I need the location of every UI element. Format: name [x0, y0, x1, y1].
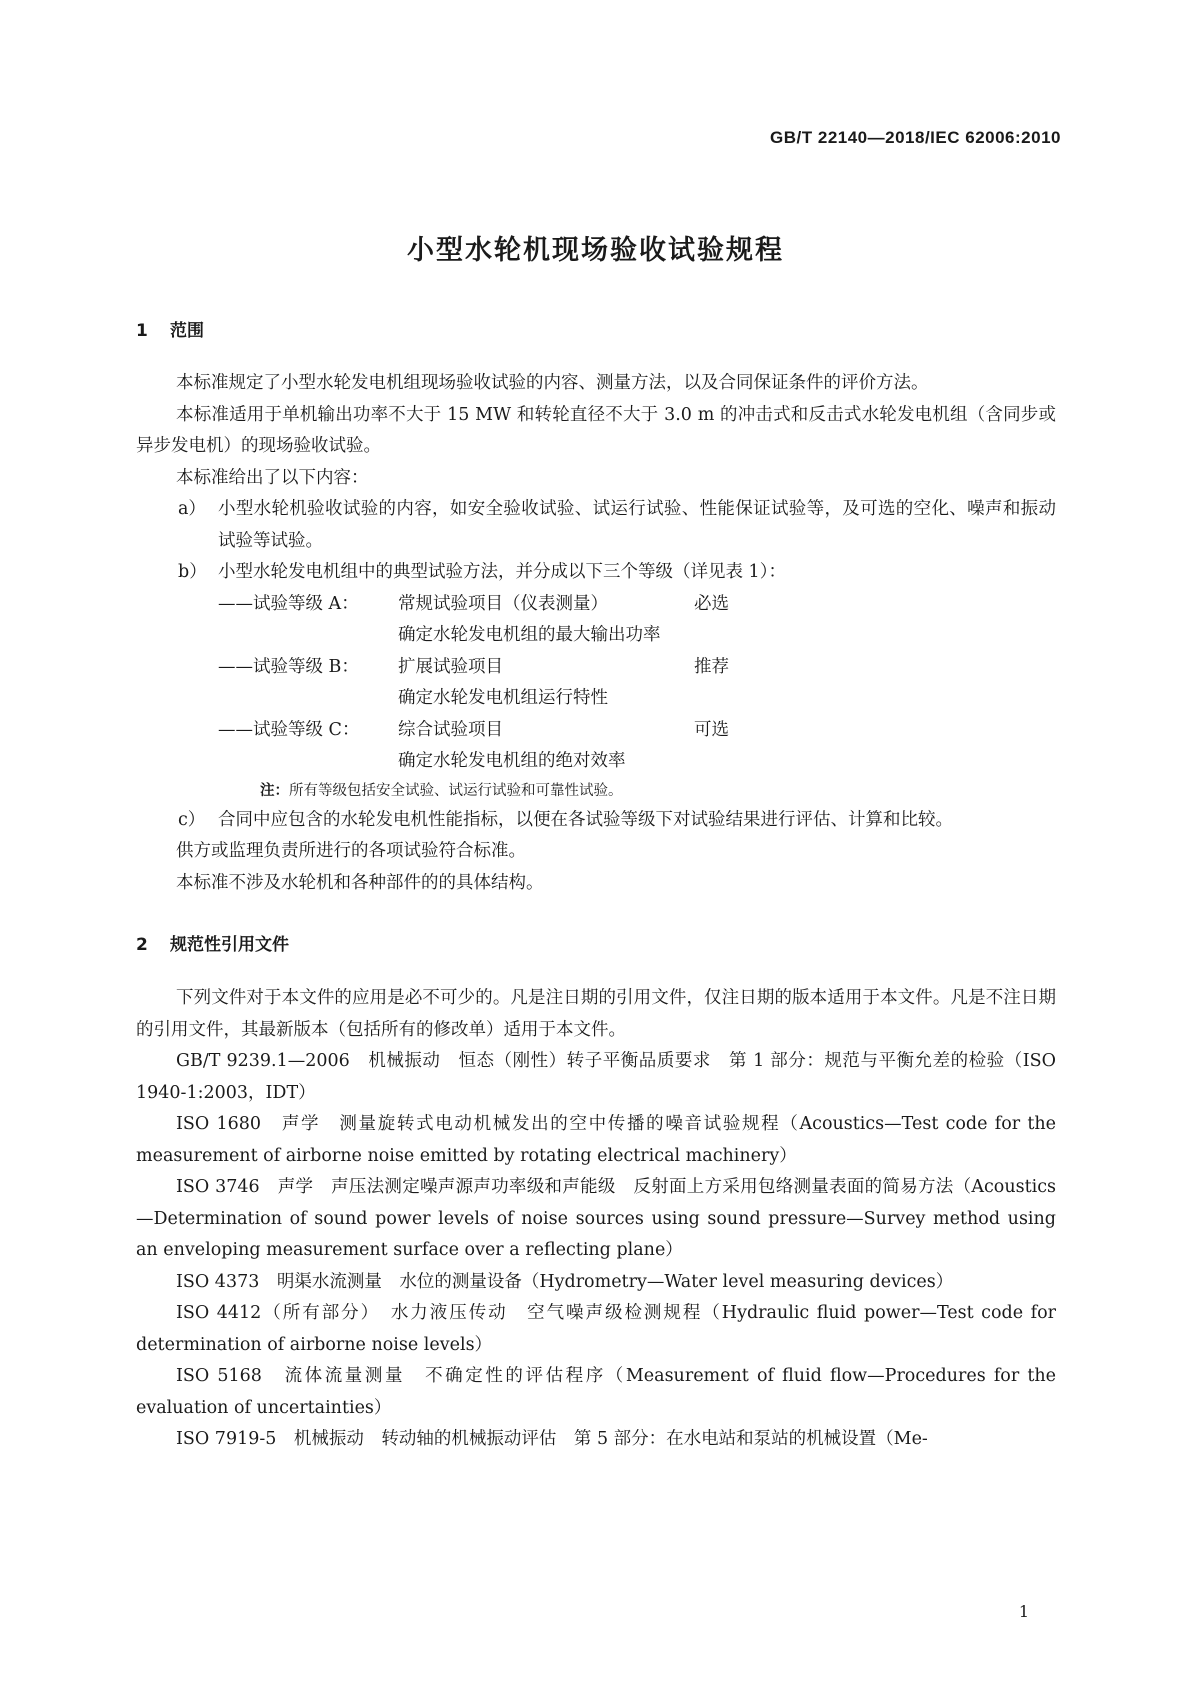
reference-entry: ISO 4412（所有部分） 水力液压传动 空气噪声级检测规程（Hydraulic fluid power—Test code for determination of airborne noise levels） [136, 1303, 1056, 1355]
grade-label: ——试验等级 C： [218, 719, 360, 740]
note-text: 所有等级包括安全试验、试运行试验和可靠性试验。 [289, 782, 623, 799]
section-1-body [136, 368, 1056, 899]
reference-entry: ISO 1680 声学 测量旋转式电动机械发出的空中传播的噪音试验规程（Acoustics—Test code for the measurement of airborne noise emitted by rotating electrical machinery） [136, 1114, 1056, 1166]
section-1-title: 范围 [170, 321, 204, 341]
grade-purpose: 确定水轮发电机组的最大输出功率 [398, 625, 661, 645]
grade-requirement: 必选 [694, 593, 729, 614]
list-marker: a） [178, 499, 206, 519]
reference-entry: ISO 3746 声学 声压法测定噪声源声功率级和声能级 反射面上方采用包络测量表面的简易方法（Acoustics—Determination of sound power levels of noise sources using sound pressure—Survey method using an enveloping measurement surface over a reflecting plane） [136, 1177, 1056, 1260]
grade-requirement: 可选 [694, 719, 729, 740]
grade-row [136, 683, 1056, 715]
page-title: 小型水轮机现场验收试验规程 [407, 235, 784, 266]
grade-row [136, 715, 1056, 747]
section-2-title: 规范性引用文件 [170, 935, 289, 955]
section-1-number: 1 [136, 321, 148, 341]
list-item-text: 小型水轮机验收试验的内容，如安全验收试验、试运行试验、性能保证试验等，及可选的空化、噪声和振动试验等试验。 [218, 499, 1056, 551]
section-2-body [136, 983, 1056, 1456]
list-item-a [136, 494, 1056, 557]
grade-requirement: 推荐 [694, 656, 729, 677]
list-item-b [136, 557, 1056, 589]
list-marker: b） [178, 562, 207, 582]
list-item-c [136, 805, 1056, 837]
grade-label: ——试验等级 B： [218, 656, 359, 677]
paragraph: 本标准不涉及水轮机和各种部件的的具体结构。 [176, 872, 544, 893]
grade-row [136, 589, 1056, 621]
section-1-heading [136, 316, 204, 341]
paragraph: 本标准适用于单机输出功率不大于 15 MW 和转轮直径不大于 3.0 m 的冲击式和反击式水轮发电机组（含同步或异步发电机）的现场验收试验。 [136, 404, 1056, 456]
list-item-text: 合同中应包含的水轮发电机性能指标，以便在各试验等级下对试验结果进行评估、计算和比较。 [218, 809, 953, 830]
reference-entry: ISO 5168 流体流量测量 不确定性的评估程序（Measurement of fluid flow—Procedures for the evaluation of uncertainties） [136, 1366, 1056, 1418]
reference-entry: GB/T 9239.1—2006 机械振动 恒态（刚性）转子平衡品质要求 第 1 部分：规范与平衡允差的检验（ISO 1940-1:2003，IDT） [136, 1051, 1056, 1103]
grade-note [136, 778, 1056, 805]
list-item-text: 小型水轮发电机组中的典型试验方法，并分成以下三个等级（详见表 1）： [218, 562, 786, 582]
grade-description: 扩展试验项目 [398, 656, 503, 677]
paragraph: 下列文件对于本文件的应用是必不可少的。凡是注日期的引用文件，仅注日期的版本适用于本文件。凡是不注日期的引用文件，其最新版本（包括所有的修改单）适用于本文件。 [136, 988, 1056, 1040]
grade-description: 常规试验项目（仪表测量） [398, 593, 608, 614]
paragraph: 本标准给出了以下内容： [176, 467, 369, 488]
standard-code: GB/T 22140—2018/IEC 62006:2010 [770, 128, 1061, 147]
reference-entry: ISO 4373 明渠水流测量 水位的测量设备（Hydrometry—Water level measuring devices） [176, 1271, 954, 1292]
grade-row [136, 620, 1056, 652]
reference-entry: ISO 7919-5 机械振动 转动轴的机械振动评估 第 5 部分：在水电站和泵站的机械设置（Me- [176, 1429, 928, 1449]
grade-description: 综合试验项目 [398, 719, 503, 740]
section-2-heading [136, 930, 289, 955]
grade-label: ——试验等级 A： [218, 593, 359, 614]
section-2-number: 2 [136, 935, 148, 955]
page-number: 1 [1018, 1602, 1029, 1621]
grade-row [136, 746, 1056, 778]
note-label: 注： [260, 782, 289, 799]
paragraph: 供方或监理负责所进行的各项试验符合标准。 [176, 841, 526, 861]
grade-purpose: 确定水轮发电机组的绝对效率 [398, 751, 626, 771]
grade-purpose: 确定水轮发电机组运行特性 [398, 688, 608, 708]
paragraph: 本标准规定了小型水轮发电机组现场验收试验的内容、测量方法，以及合同保证条件的评价方法。 [176, 373, 929, 393]
list-marker: c） [178, 809, 206, 830]
grade-row [136, 652, 1056, 684]
